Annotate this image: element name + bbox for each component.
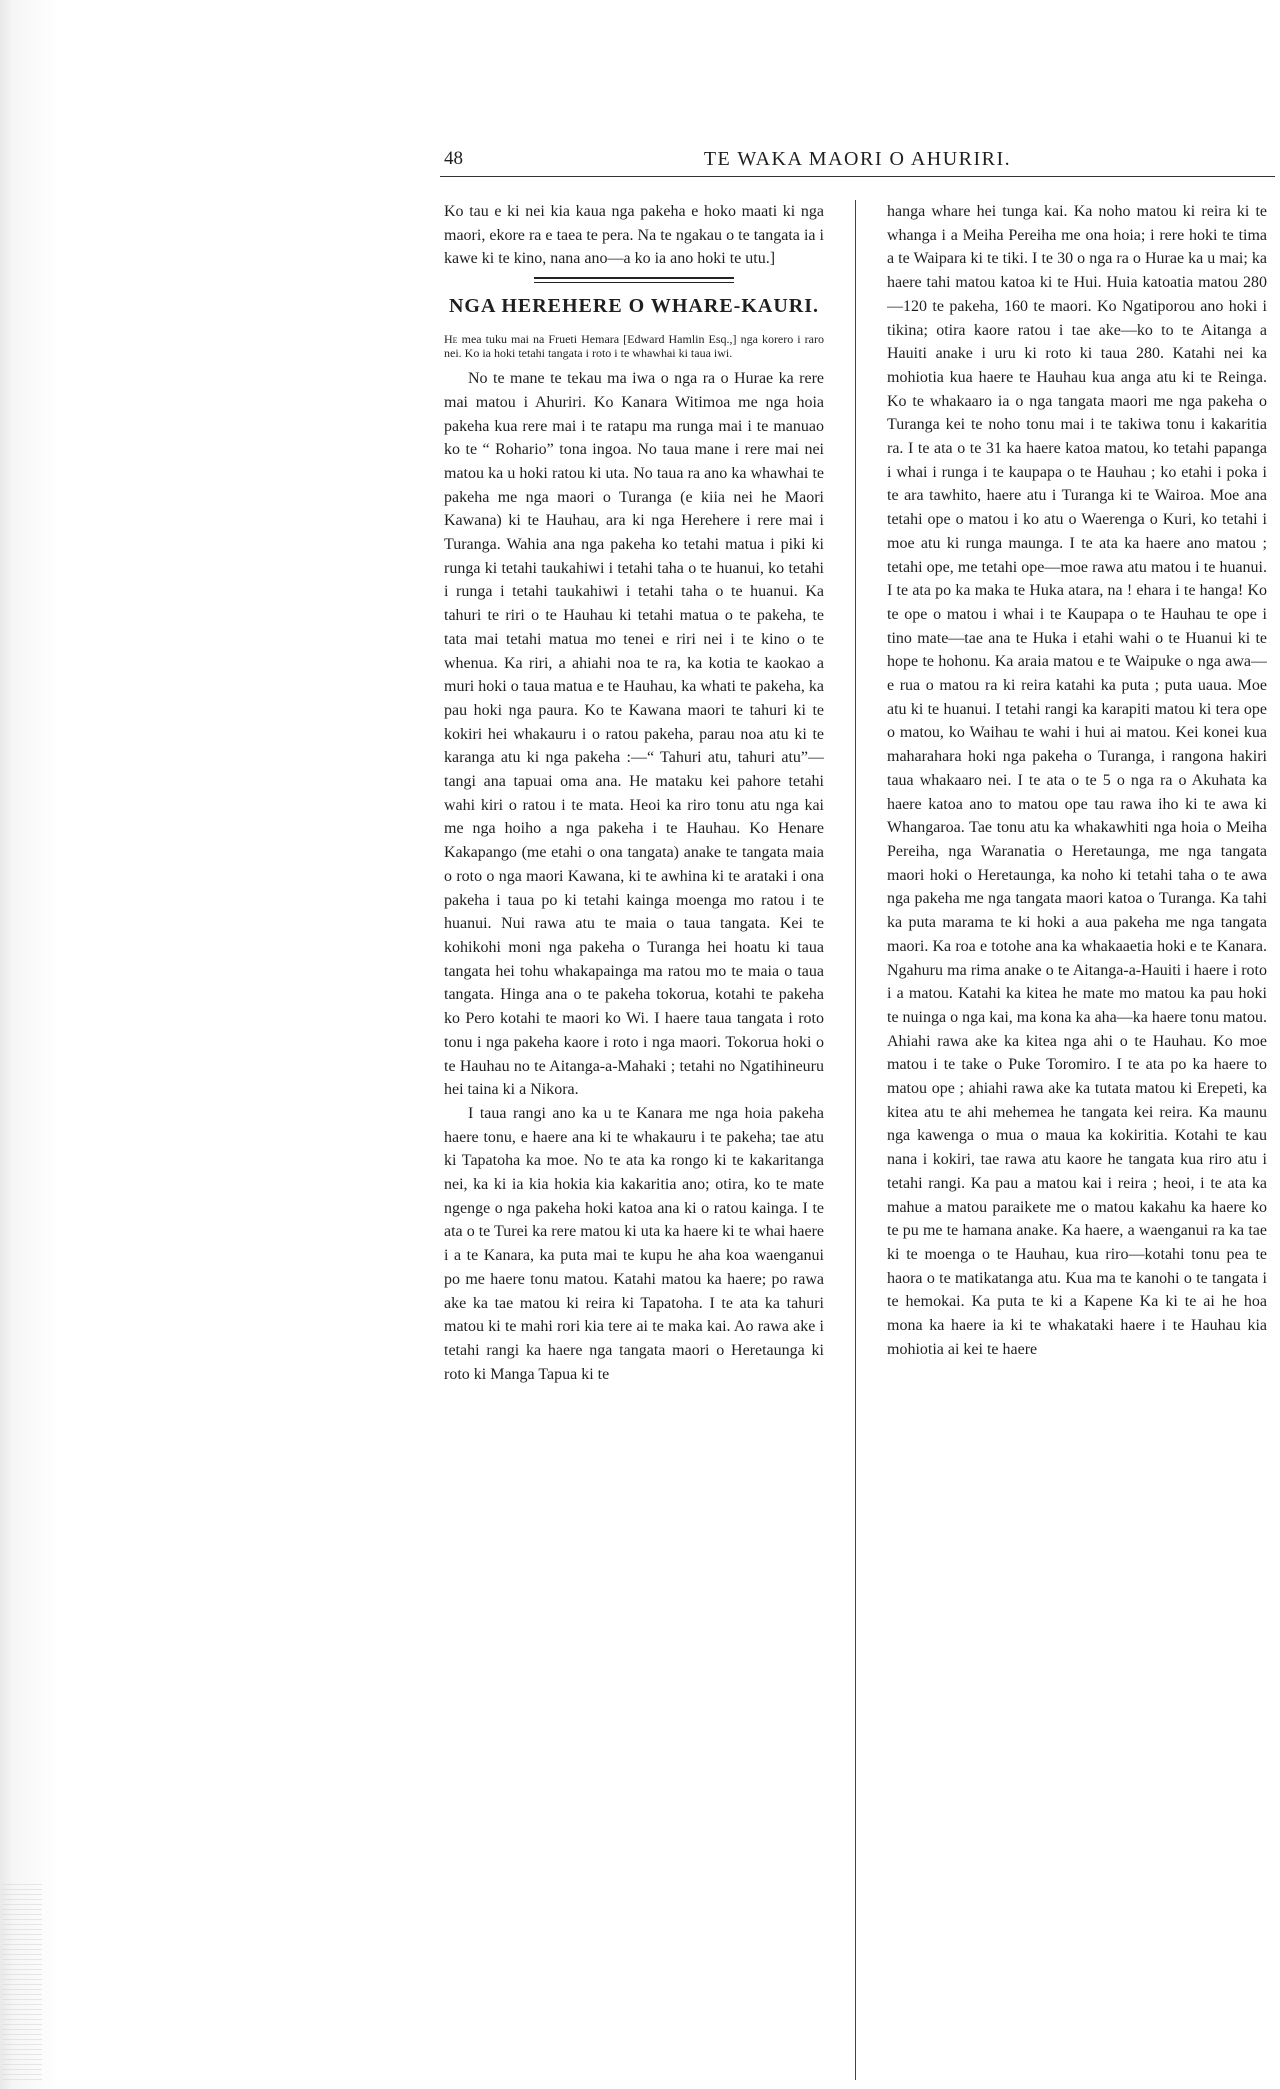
intro-paragraph: Ko tau e ki nei kia kaua nga pakeha e hoko maati ki nga maori, ekore ra e taea te pera. Na te ngakau o te tangata ia i kawe ki te kino, nana ano—a ko ia ano hoki te utu.]	[444, 203, 824, 268]
editor-note	[444, 333, 824, 360]
editor-note-text: mea tuku mai na Frueti Hemara [Edward Hamlin Esq.,] nga korero i raro nei. Ko ia hoki tetahi tangata i roto i te whawhai ki taua iwi.	[444, 332, 824, 360]
editor-note-lead: He	[444, 332, 458, 347]
page-number: 48	[444, 148, 463, 169]
article-paragraph-2: I taua rangi ano ka u te Kanara me nga hoia pakeha haere tonu, e haere ana ki te whakauru i te pakeha; tae atu ki Tapatoha ka moe. No te ata ka rongo ki te kakaritanga nei, ka ki ia kia hokia kia kakaritia ano; otira, ko te mate ngenge o nga pakeha hoki katoa ana ki o ratou kainga. I te ata o te Turei ka rere matou ki uta ka haere ki te whai haere i a te Kanara, ka puta mai te kupu he aha koa waenganui po me haere tonu matou. Katahi matou ka haere; po rawa ake ka tae matou ki reira ki Tapatoha. I te ata ka tahuri matou ki te mahi rori kia tere ai te maka kai. Ao rawa ake i tetahi rangi ka haere nga tangata maori o Heretaunga ki roto ki Manga Tapua ki te	[444, 1104, 824, 1383]
article-paragraph-1: No te mane te tekau ma iwa o nga ra o Hurae ka rere mai matou i Ahuriri. Ko Kanara Witimoa me nga hoia pakeha kua rere mai i te ratapu ma runga mai i te manuao ko te “ Rohario” tona ingoa. No taua mane i rere mai nei matou ka u hoki ratou ki uta. No taua ra ano ka whawhai te pakeha me nga maori o Turanga (e kiia nei he Maori Kawana) ki te Hauhau, ara ki nga Herehere i rere mai i Turanga. Wahia ana nga pakeha ko tetahi matua i piki ki runga ki tetahi taukahiwi i tetahi taha o te huanui, ko tetahi i runga i tetahi taukahiwi i tetahi taha o te huanui. Ka tahuri te riri o te Hauhau ki tetahi matua o te pakeha, te tata mai tetahi matua mo tenei e riri nei i te kino o te whenua. Ka riri, a ahiahi noa te ra, ka kotia te kaokao a muri hoki o taua matua e te Hauhau, ka whati te pakeha, ka pau hoki nga paura. Ko te Kawana maori te tahuri ki te kokiri hei whakauru i o ratou pakeha, parau noa atu ki te karanga atu ki nga pakeha :—“ Tahuri atu, tahuri atu”—tangi ana tapuai oma ana. He mataku kei pahore tetahi wahi kiri o ratou i te mata. Heoi ka riro tonu atu nga kai me nga hoiho a nga pakeha i te Hauhau. Ko Henare Kakapango (me etahi o ona tangata) anake te tangata maia o roto o nga maori Kawana, ki te awhina ki te arataki i ona pakeha i taua po ki tetahi kainga moenga mo ratou i te huanui. Nui rawa atu te maia o taua tangata. Kei te kohikohi moni nga pakeha o Turanga hei hoatu ki taua tangata hei tohu whakapainga ma ratou mo te maia o taua tangata. Hinga ana o te pakeha tokorua, kotahi te pakeha ko Pero kotahi te maori ko Wi. I haere taua tangata i roto tonu i nga pakeha kaore i roto i nga maori. Tokorua hoki o te Hauhau no te Aitanga-a-Mahaki ; tetahi no Ngatihineuru hei taina ki a Nikora.	[444, 370, 824, 1099]
page-header	[440, 140, 1275, 180]
column-divider	[855, 200, 856, 2080]
newspaper-page	[440, 140, 1280, 2089]
right-column	[887, 200, 1267, 2080]
scan-speckle	[2, 1880, 42, 2080]
scan-edge	[0, 0, 60, 2089]
section-heading: NGA HEREHERE O WHARE-KAURI.	[448, 295, 819, 318]
article-paragraph-3: hanga whare hei tunga kai. Ka noho matou ki reira ki te whanga i a Meiha Pereiha me ona hoia; i rere hoki te tima a te Waipara ki te tiki. I te 30 o nga ra o Hurae ka u mai; ka haere tahi matou katoa ki te Hui. Huia katoatia matou 280—120 te pakeha, 160 te maori. Ko Ngatiporou ano hoki i tikina; otira kaore ratou i tae ake—ko to te Aitanga a Hauiti anake i uru ki roto ki taua 280. Katahi nei ka mohiotia kua haere te Hauhau kua anga atu ki te Reinga. Ko te whakaaro ia o nga tangata maori me nga pakeha o Turanga kei te noho tonu mai i te takiwa tonu i kakaritia ra. I te ata o te 31 ka haere katoa matou, ko tetahi papanga i whai i runga i te kaupapa o te Hauhau ; ko etahi i poka i te ara tawhito, haere atu i Turanga ki te Wairoa. Moe ana tetahi ope o matou i ko atu o Waerenga o Kuri, ko tetahi i moe atu ki runga maunga. I te ata ka haere ano matou ; tetahi ope, me tetahi ope—moe rawa atu matou i te huanui. I te ata po ka maka te Huka atara, na ! ehara i te hanga! Ko te ope o matou i whai i te Kaupapa o te Hauhau te ope i tino mate—tae ana te Huka i etahi wahi o te Huanui ki te hope te hohonu. Ka araia matou e te Waipuke o nga awa—e rua o matou ra ki reira katahi ka puta ; puta uaua. Moe atu ki te huanui. I tetahi rangi ka karapiti matou ki tera ope o matou, ko Waihau te wahi i hui ai matou. Kei konei kua maharahara hoki nga pakeha o Turanga, i rangona hakiri taua whakaaro nei. I te ata o te 5 o nga ra o Akuhata ka haere katoa ano to matou ope tau rawa iho ki te awa ki Whangaroa. Tae tonu atu ka whakawhiti nga hoia o Meiha Pereiha, nga Waranatia o Heretaunga, me nga tangata maori hoki o Heretaunga, ka noho ki tetahi taha o te awa nga pakeha me nga tangata maori katoa o Turanga. Ka tahi ka puta marama te ki hoki a aua pakeha me nga tangata maori. Ka roa e totohe ana ka whakaaetia hoki e te Kanara. Ngahuru ma rima anake o te Aitanga-a-Hauiti i haere i roto i a matou. Katahi ka kitea he mate mo matou ka pau hoki te nuinga o nga kai, ma kona ka aha—ka haere tonu matou. Ahiahi rawa ake ka kitea nga ahi o te Hauhau. Ko moe matou i te take o Puke Toromiro. I te ata po ka haere to matou ope ; ahiahi rawa ake ka tutata matou ki Erepeti, ka kitea atu te ahi mehemea he tangata kei reira. Ka maunu nga kawenga o mua o maua ka kokiritia. Kotahi te kau nana i kokiri, tae rawa atu kaore he tangata kua riro atu i tetahi rangi. Ka pau a matou kai i reira ; heoi, i te ata ka mahue a matou paraikete me o matou kakahu ka haere ko te pu me te hamana anake. Ka haere, a waenganui ra ka tae ki te moenga o te Hauhau, kua riro—kotahi tonu pea te haora o te matikatanga atu. Kua ma te kanohi o te tangata i te hemokai. Ka puta te ki a Kapene Ka ki te ai he hoa mona ka haere ia ki te whakataki haere i te Hauhau kia mohiotia ai kei te haere	[887, 203, 1267, 1358]
running-title: TE WAKA MAORI O AHURIRI.	[703, 148, 1012, 170]
header-rule	[440, 176, 1275, 177]
left-column	[444, 200, 824, 2080]
section-rule	[534, 277, 734, 283]
